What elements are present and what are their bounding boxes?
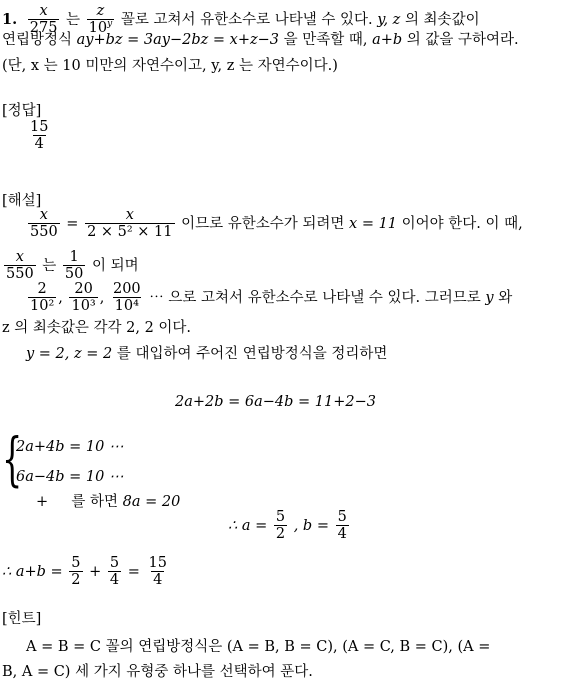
solution-line-3: $\frac{2}{\text{10²}}$ , $\frac{20}{\text{10³}}$ , $\frac{200}{\text{10⁴}}$ ⋯ 으로 고쳐서 유한소수로 나타낼 수 있다. 그러므로 y 와 <box>30 281 513 315</box>
answer-fraction: $\frac{15}{4}$ <box>30 119 49 153</box>
center-equation: 2a+2b = 6a−4b = 11+2−3 <box>175 394 376 410</box>
solution-line-4: z 의 최솟값은 각각 2, 2 이다. <box>2 320 192 336</box>
problem-line-1: 1. $\frac{x}{275}$ 는 $\frac{z}{10^y}$ 꼴로 고쳐서 유한소수로 나타낼 수 있다. y, z 의 최솟값이 <box>2 3 480 37</box>
problem-line-2: 연립방정식 ay+bz = 3ay−2bz = x+z−3 을 만족할 때, a+b 의 값을 구하여라. <box>2 32 519 48</box>
hint-line-2: B, A = C) 세 가지 유형중 하나를 선택하여 푼다. <box>2 664 313 680</box>
solution-label: [해설] <box>2 193 42 209</box>
fraction-x-275: $\frac{x}{275}$ <box>29 3 58 37</box>
therefore-ab: ∴ a = $\frac{5}{2}$ , b = $\frac{5}{4}$ <box>228 509 347 543</box>
brace-icon: { <box>2 425 23 493</box>
problem-number: 1. <box>2 11 18 29</box>
system-eq-2: 6a−4b = 10 ⋯ <box>16 469 124 485</box>
solution-line-5: y = 2, z = 2 를 대입하여 주어진 연립방정식을 정리하면 <box>26 346 388 362</box>
solution-line-1: $\frac{x}{550}$ = $\frac{x}{\text{2 × 5² × 11}}$ 이므로 유한소수가 되려면 x = 11 이어야 한다. 이 때, <box>30 207 523 241</box>
hint-line-1: A = B = C 꼴의 연립방정식은 (A = B, B = C), (A = C, B = C), (A = <box>26 639 491 655</box>
hint-label: [힌트] <box>2 611 42 627</box>
fraction-z-10y: $\frac{z}{10^y}$ <box>88 3 113 37</box>
therefore-sum: ∴ a+b = $\frac{5}{2}$ + $\frac{5}{4}$ = $\frac{15}{4}$ <box>2 555 167 589</box>
answer-label: [정답] <box>2 103 42 119</box>
problem-line-3: (단, x 는 10 미만의 자연수이고, y, z 는 자연수이다.) <box>2 58 338 74</box>
system-equation: ay+bz = 3ay−2bz = x+z−3 <box>76 32 279 48</box>
solution-line-2: $\frac{x}{550}$ 는 $\frac{1}{50}$ 이 되며 <box>6 249 139 283</box>
add-line: + 를 하면 8a = 20 <box>36 494 181 510</box>
system-eq-1: 2a+4b = 10 ⋯ <box>16 439 124 455</box>
